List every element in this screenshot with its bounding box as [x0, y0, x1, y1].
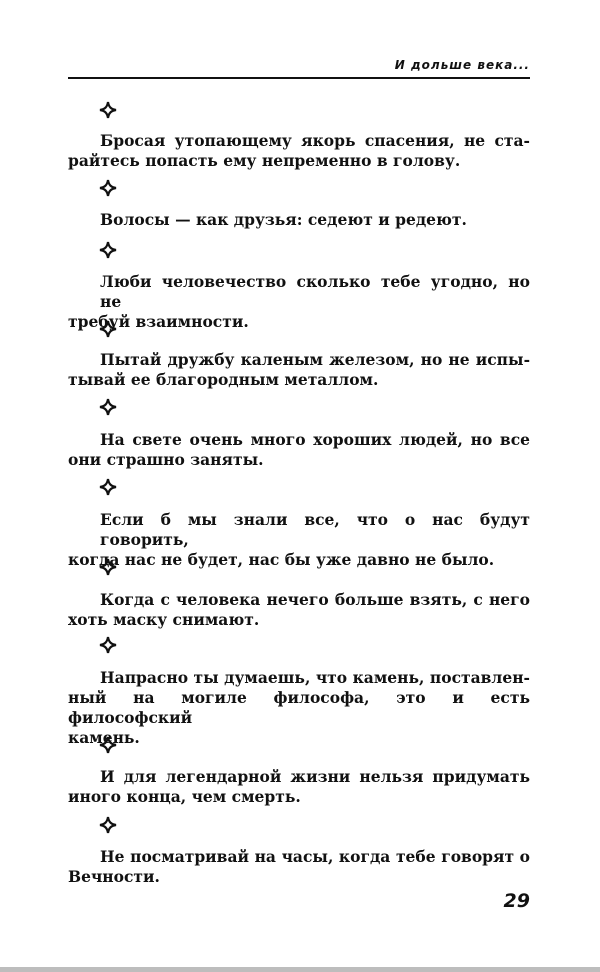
text-line: Пытай дружбу каленым железом, но не испы-	[100, 350, 530, 369]
diamond-separator-icon	[99, 398, 117, 416]
aphorism	[68, 590, 530, 630]
text-line: Напрасно ты думаешь, что камень, поставлен-	[100, 668, 530, 687]
text-line: Люби человечество сколько тебе угодно, но не	[100, 272, 530, 311]
aphorism	[68, 350, 530, 390]
page-number: 29	[503, 890, 530, 912]
text-line: Когда с человека нечего больше взять, с него	[100, 590, 530, 609]
text-line: И для легендарной жизни нельзя придумать	[100, 767, 530, 786]
aphorism	[68, 510, 530, 570]
text-line: Не посматривай на часы, когда тебе говорят о	[100, 847, 530, 866]
running-header: И дольше века...	[394, 58, 530, 72]
aphorism	[68, 430, 530, 470]
page-edge	[0, 967, 600, 972]
text-line: Вечности.	[68, 867, 160, 886]
text-line: Если б мы знали все, что о нас будут говорить,	[100, 510, 530, 549]
aphorism	[68, 847, 530, 887]
text-line: иного конца, чем смерть.	[68, 787, 301, 806]
text-line: ный на могиле философа, это и есть философский	[68, 688, 530, 727]
text-line: хоть маску снимают.	[68, 610, 260, 629]
aphorism	[68, 272, 530, 332]
diamond-separator-icon	[99, 478, 117, 496]
diamond-separator-icon	[99, 320, 117, 338]
diamond-separator-icon	[99, 736, 117, 754]
text-line: когда нас не будет, нас бы уже давно не было.	[68, 550, 495, 569]
diamond-separator-icon	[99, 179, 117, 197]
aphorism	[68, 767, 530, 807]
aphorism	[68, 131, 530, 171]
header-rule	[68, 77, 530, 79]
diamond-separator-icon	[99, 636, 117, 654]
text-line: тывай ее благородным металлом.	[68, 370, 379, 389]
aphorism	[68, 668, 530, 748]
diamond-separator-icon	[99, 816, 117, 834]
diamond-separator-icon	[99, 241, 117, 259]
text-line: требуй взаимности.	[68, 312, 249, 331]
text-line: Волосы — как друзья: седеют и редеют.	[100, 210, 467, 229]
text-line: райтесь попасть ему непременно в голову.	[68, 151, 461, 170]
diamond-separator-icon	[99, 101, 117, 119]
aphorism	[68, 210, 530, 230]
diamond-separator-icon	[99, 558, 117, 576]
text-line: Бросая утопающему якорь спасения, не ста-	[100, 131, 530, 150]
text-line: они страшно заняты.	[68, 450, 264, 469]
text-line: камень.	[68, 728, 140, 747]
text-line: На свете очень много хороших людей, но все	[100, 430, 530, 449]
